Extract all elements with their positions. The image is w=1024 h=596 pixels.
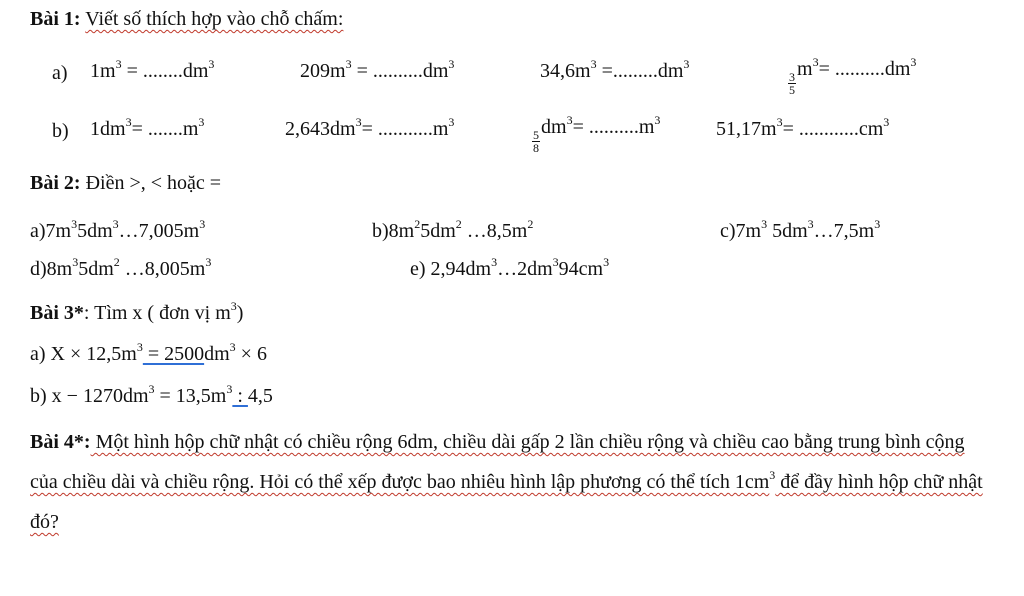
bai1-b-item-2: $2,643dm^3= ...........m^3$ <box>285 115 455 140</box>
bai1-b-item-1: $1dm^3= .......m^3$ <box>90 115 205 140</box>
bai2-item-a: $a)7m^35dm^3\dots 7,005m^3$ <box>30 217 206 242</box>
bai4-paragraph: Bài 4*: Một hình hộp chữ nhật có chiều rộng 6dm, chiều dài gấp 2 lần chiều rộng và chiều cao bằng trung bình cộng của chiều dài và chiều rộng. Hỏi có thể xếp được bao nhiêu hình lập phương có thể tích $1cm^3$ để đầy hình hộp chữ nhật đó? <box>30 431 983 533</box>
bai2-heading: Bài 2: <box>30 172 81 194</box>
bai1-row-a-label: a) <box>52 62 68 84</box>
bai4-text: Một hình hộp chữ nhật có chiều rộng 6dm, chiều dài gấp 2 lần chiều rộng và chiều cao bằng trung bình cộng của chiều dài và chiều rộng. Hỏi có thể xếp được bao nhiêu hình lập phương có thể tích 1cm <box>30 431 965 493</box>
bai1-a-item-4: $\frac{3}{5}$ $m^3= ..........dm^3$ <box>789 55 917 97</box>
bai3-heading: Bài 3* <box>30 302 84 324</box>
bai1-a-item-3: $34,6m^3 =.........dm^3$ <box>540 57 690 82</box>
bai4-heading: Bài 4*: <box>30 431 91 453</box>
bai1-a-item-1: $1m^3 = ........dm^3$ <box>90 57 215 82</box>
bai1-title: Viết số thích hợp vào chỗ chấm: <box>85 8 344 30</box>
bai1-heading: Bài 1: <box>30 8 81 30</box>
bai1-b-item-4: $51,17m^3= ............cm^3$ <box>716 115 890 140</box>
bai2-heading-line <box>30 170 221 196</box>
bai2-title: Điền >, < hoặc = <box>85 172 222 194</box>
bai2-item-b: $b)8m^25dm^2$ $\dots 8,5m^2$ <box>372 217 534 242</box>
bai1-row-b-label: b) <box>52 120 69 142</box>
bai3-item-a: a) $X \times 12,5m^3 = 2500dm^3 \times 6$ <box>30 340 267 365</box>
bai3-item-b: b) $x - 1270dm^3 = 13,5m^3$ : 4,5 <box>30 382 273 407</box>
bai2-item-e: e) $2,94dm^3\dots 2dm^394cm^3$ <box>410 255 610 280</box>
bai3-heading-line: Bài 3*: Tìm x ( đơn vị $m^3$) <box>30 299 244 324</box>
bai2-item-c: $c)7m^3$ $5dm^3\dots 7,5m^3$ <box>720 217 881 242</box>
bai1-heading-line <box>30 6 343 32</box>
fraction-5-8: $\frac{5}{8}$ <box>533 128 539 155</box>
fraction-3-5: $\frac{3}{5}$ <box>789 70 795 97</box>
bai1-a-item-2: $209m^3 = ..........dm^3$ <box>300 57 455 82</box>
bai2-item-d: $d)8m^35dm^2$ $\dots 8,005m^3$ <box>30 255 212 280</box>
bai1-b-item-3: $\frac{5}{8}$ $dm^3= ..........m^3$ <box>533 113 661 155</box>
bai3-title: : Tìm x ( đơn vị m <box>83 302 231 324</box>
